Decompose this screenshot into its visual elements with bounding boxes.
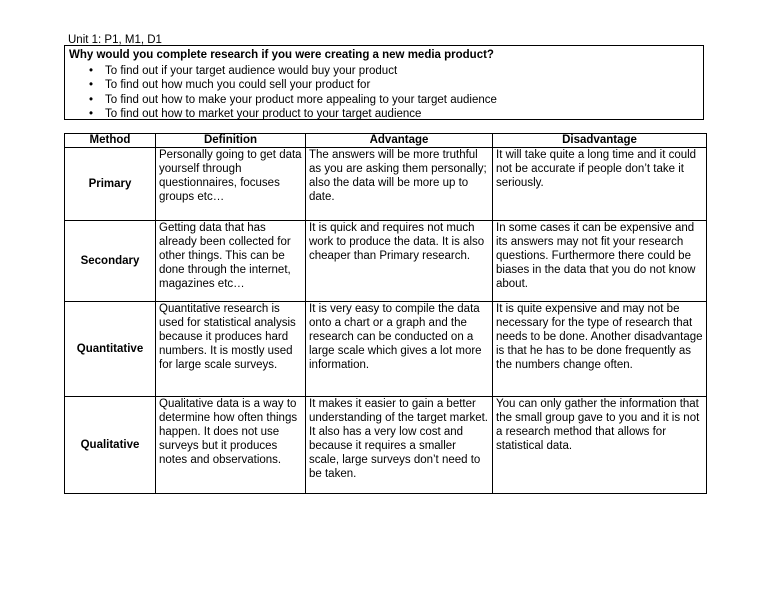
table-row (65, 148, 707, 221)
disadvantage-cell: It will take quite a long time and it could not be accurate if people don’t take it seriously. (493, 148, 707, 221)
definition-cell: Quantitative research is used for statistical analysis because it produces hard numbers. It is mostly used for large scale surveys. (156, 302, 306, 397)
advantage-cell: It is quick and requires not much work to produce the data. It is also cheaper than Primary research. (306, 221, 493, 302)
list-item (65, 64, 497, 78)
advantage-cell: It makes it easier to gain a better understanding of the target market. It also has a very low cost and because it requires a smaller scale, large surveys don’t need to be taken. (306, 397, 493, 494)
reason-text: To find out how to make your product more appealing to your target audience (105, 93, 497, 106)
intro-box (64, 45, 704, 120)
method-cell: Secondary (65, 221, 156, 302)
table-row (65, 397, 707, 494)
header-definition: Definition (156, 134, 306, 148)
header-method: Method (65, 134, 156, 148)
definition-cell: Qualitative data is a way to determine how often things happen. It does not use surveys but it produces notes and observations. (156, 397, 306, 494)
method-cell: Quantitative (65, 302, 156, 397)
bullet-icon: • (89, 79, 94, 92)
bullet-icon: • (89, 93, 94, 106)
header-disadvantage: Disadvantage (493, 134, 707, 148)
table-row (65, 221, 707, 302)
method-cell: Qualitative (65, 397, 156, 494)
disadvantage-cell: In some cases it can be expensive and its answers may not fit your research questions. Furthermore there could be biases in the data that you do not know about. (493, 221, 707, 302)
reason-text: To find out if your target audience would buy your product (105, 65, 398, 77)
bullet-icon: • (89, 107, 94, 120)
list-item (65, 93, 497, 107)
bullet-icon: • (89, 65, 94, 77)
table-header-row (65, 134, 707, 148)
unit-title: Unit 1: P1, M1, D1 (68, 34, 162, 46)
definition-cell: Getting data that has already been collected for other things. This can be done through the internet, magazines etc… (156, 221, 306, 302)
method-cell: Primary (65, 148, 156, 221)
definition-cell: Personally going to get data yourself through questionnaires, focuses groups etc… (156, 148, 306, 221)
list-item (65, 78, 497, 92)
reasons-list (65, 64, 497, 121)
reason-text: To find out how much you could sell your product for (105, 79, 371, 92)
disadvantage-cell: You can only gather the information that the small group gave to you and it is not a research method that allows for statistical data. (493, 397, 707, 494)
disadvantage-cell: It is quite expensive and may not be necessary for the type of research that needs to be done. Another disadvantage is that he has to be done frequently as the numbers change often. (493, 302, 707, 397)
research-question: Why would you complete research if you were creating a new media product? (69, 49, 494, 61)
header-advantage: Advantage (306, 134, 493, 148)
reason-text: To find out how to market your product to your target audience (105, 107, 422, 120)
list-item (65, 107, 497, 121)
advantage-cell: The answers will be more truthful as you are asking them personally; also the data will be more up to date. (306, 148, 493, 221)
table-row (65, 302, 707, 397)
advantage-cell: It is very easy to compile the data onto a chart or a graph and the research can be conducted on a large scale which gives a lot more information. (306, 302, 493, 397)
research-methods-table (64, 133, 707, 494)
